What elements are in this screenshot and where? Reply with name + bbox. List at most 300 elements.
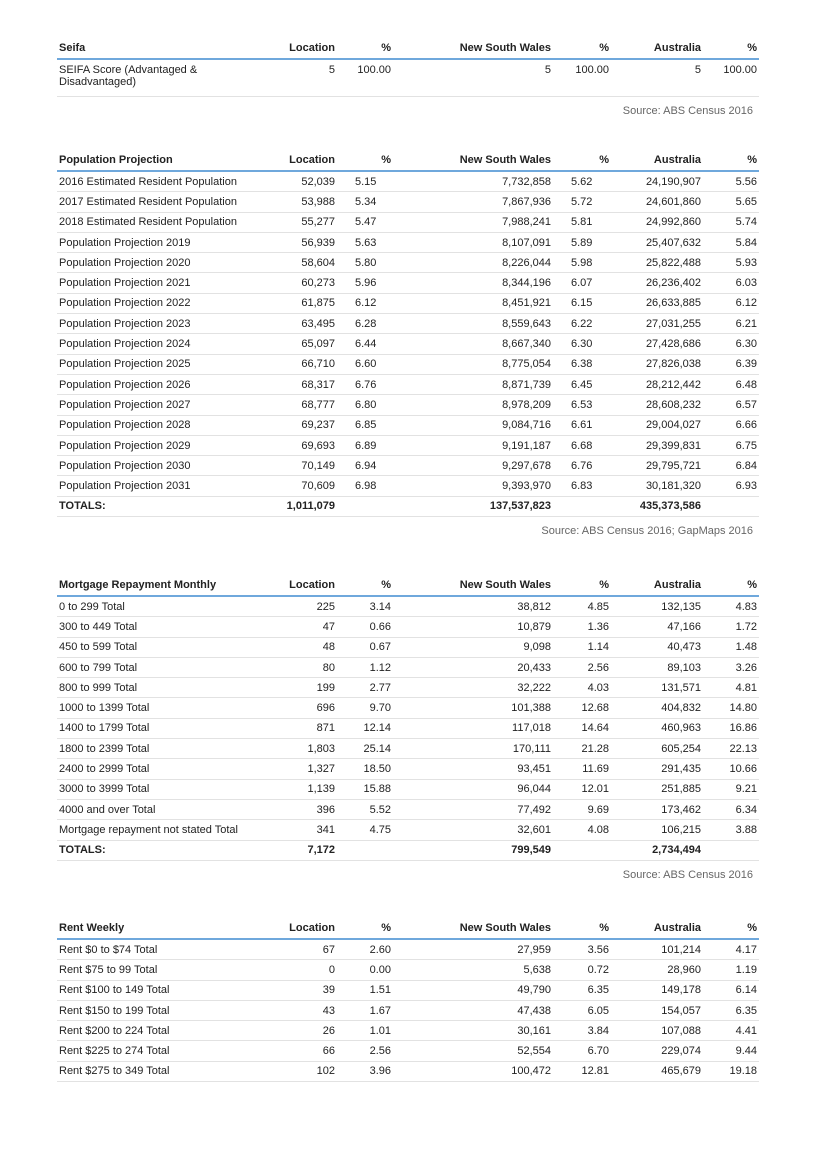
column-header: Australia	[611, 575, 703, 596]
table-row	[57, 617, 759, 637]
table-cell: 8,775,054	[393, 354, 553, 374]
table-cell: 1,803	[277, 739, 337, 759]
totals-cell: 137,537,823	[393, 496, 553, 516]
totals-cell: TOTALS:	[57, 496, 277, 516]
table-cell: 6.89	[337, 435, 393, 455]
column-header: Seifa	[57, 38, 277, 59]
table-cell: 26	[277, 1021, 337, 1041]
table-row	[57, 678, 759, 698]
table-cell: 20,433	[393, 657, 553, 677]
table-cell: Population Projection 2023	[57, 314, 277, 334]
table-cell: 8,667,340	[393, 334, 553, 354]
table-cell: 1.67	[337, 1000, 393, 1020]
table-row	[57, 374, 759, 394]
table-cell: 28,608,232	[611, 395, 703, 415]
table-cell: 871	[277, 718, 337, 738]
source-note: Source: ABS Census 2016	[622, 105, 753, 117]
table-cell: 61,875	[277, 293, 337, 313]
table-row	[57, 59, 759, 97]
table-cell: 465,679	[611, 1061, 703, 1081]
table-cell: 5.65	[703, 192, 759, 212]
table-cell: 12.68	[553, 698, 611, 718]
table-row	[57, 759, 759, 779]
table-cell: 6.22	[553, 314, 611, 334]
table-cell: 6.60	[337, 354, 393, 374]
totals-cell	[337, 496, 393, 516]
table-cell: 6.70	[553, 1041, 611, 1061]
table-cell: 300 to 449 Total	[57, 617, 277, 637]
table-cell: 30,181,320	[611, 476, 703, 496]
table-cell: 14.80	[703, 698, 759, 718]
table-cell: 100,472	[393, 1061, 553, 1081]
table-cell: 65,097	[277, 334, 337, 354]
table-cell: Population Projection 2025	[57, 354, 277, 374]
table-cell: 27,826,038	[611, 354, 703, 374]
table-cell: 4.41	[703, 1021, 759, 1041]
table-cell: 6.44	[337, 334, 393, 354]
table-cell: 0 to 299 Total	[57, 596, 277, 617]
table-cell: 5.93	[703, 253, 759, 273]
table-cell: 1.36	[553, 617, 611, 637]
table-cell: 6.83	[553, 476, 611, 496]
table-cell: Population Projection 2022	[57, 293, 277, 313]
table-cell: Population Projection 2030	[57, 456, 277, 476]
table-cell: Population Projection 2020	[57, 253, 277, 273]
table-cell: 3.56	[553, 939, 611, 960]
table-row	[57, 395, 759, 415]
table-cell: 107,088	[611, 1021, 703, 1041]
table-cell: 8,107,091	[393, 232, 553, 252]
table-row	[57, 415, 759, 435]
table-cell: 6.35	[703, 1000, 759, 1020]
column-header: %	[703, 575, 759, 596]
table-cell: 32,222	[393, 678, 553, 698]
table-cell: 6.68	[553, 435, 611, 455]
table-row	[57, 456, 759, 476]
table-cell: 89,103	[611, 657, 703, 677]
table-cell: 0.72	[553, 960, 611, 980]
column-header: Location	[277, 38, 337, 59]
table-cell: 15.88	[337, 779, 393, 799]
table-cell: 6.84	[703, 456, 759, 476]
table-cell: 6.94	[337, 456, 393, 476]
table-cell: 0.67	[337, 637, 393, 657]
table-cell: 55,277	[277, 212, 337, 232]
table-cell: 396	[277, 799, 337, 819]
totals-cell: 1,011,079	[277, 496, 337, 516]
table-cell: 173,462	[611, 799, 703, 819]
table-cell: 6.15	[553, 293, 611, 313]
mortgage-section	[57, 575, 759, 881]
seifa-section	[57, 38, 759, 117]
table-cell: 132,135	[611, 596, 703, 617]
column-header: %	[553, 150, 611, 171]
table-row	[57, 232, 759, 252]
table-cell: 6.85	[337, 415, 393, 435]
table-cell: 605,254	[611, 739, 703, 759]
table-cell: 9,393,970	[393, 476, 553, 496]
table-cell: 5.47	[337, 212, 393, 232]
table-cell: 1,327	[277, 759, 337, 779]
column-header: %	[337, 150, 393, 171]
table-cell: 100.00	[337, 59, 393, 97]
table-header-row	[57, 150, 759, 171]
totals-row	[57, 840, 759, 860]
table-cell: 32,601	[393, 820, 553, 840]
table-cell: 600 to 799 Total	[57, 657, 277, 677]
table-cell: 100.00	[703, 59, 759, 97]
table-cell: 5.80	[337, 253, 393, 273]
table-cell: 341	[277, 820, 337, 840]
table-cell: 6.80	[337, 395, 393, 415]
column-header: New South Wales	[393, 575, 553, 596]
table-cell: 7,867,936	[393, 192, 553, 212]
table-cell: 80	[277, 657, 337, 677]
table-cell: 14.64	[553, 718, 611, 738]
totals-cell	[553, 496, 611, 516]
table-cell: 69,237	[277, 415, 337, 435]
table-cell: Rent $200 to 224 Total	[57, 1021, 277, 1041]
table-cell: 67	[277, 939, 337, 960]
table-cell: 4.17	[703, 939, 759, 960]
column-header: Location	[277, 575, 337, 596]
table-cell: 21.28	[553, 739, 611, 759]
totals-row	[57, 496, 759, 516]
table-cell: 1400 to 1799 Total	[57, 718, 277, 738]
table-cell: 450 to 599 Total	[57, 637, 277, 657]
table-cell: 16.86	[703, 718, 759, 738]
table-cell: 24,992,860	[611, 212, 703, 232]
table-cell: 28,212,442	[611, 374, 703, 394]
table-cell: Population Projection 2031	[57, 476, 277, 496]
table-cell: 100.00	[553, 59, 611, 97]
table-cell: 3000 to 3999 Total	[57, 779, 277, 799]
table-cell: 5	[611, 59, 703, 97]
table-cell: 8,226,044	[393, 253, 553, 273]
table-cell: SEIFA Score (Advantaged & Disadvantaged)	[57, 59, 277, 97]
table-cell: 12.81	[553, 1061, 611, 1081]
table-cell: 5.74	[703, 212, 759, 232]
table-cell: 58,604	[277, 253, 337, 273]
table-cell: 106,215	[611, 820, 703, 840]
table-header-row	[57, 38, 759, 59]
table-cell: 29,004,027	[611, 415, 703, 435]
table-cell: 5.52	[337, 799, 393, 819]
source-note: Source: ABS Census 2016; GapMaps 2016	[541, 525, 753, 538]
table-cell: 40,473	[611, 637, 703, 657]
table-cell: Population Projection 2021	[57, 273, 277, 293]
table-cell: 101,388	[393, 698, 553, 718]
table-cell: 6.48	[703, 374, 759, 394]
table-cell: 154,057	[611, 1000, 703, 1020]
table-cell: 8,978,209	[393, 395, 553, 415]
table-cell: 12.01	[553, 779, 611, 799]
table-cell: 5.56	[703, 171, 759, 192]
table-cell: 131,571	[611, 678, 703, 698]
table-cell: 6.14	[703, 980, 759, 1000]
table-cell: 1.48	[703, 637, 759, 657]
population-section	[57, 150, 759, 537]
table-cell: 5.72	[553, 192, 611, 212]
table-cell: 6.45	[553, 374, 611, 394]
column-header: %	[703, 150, 759, 171]
table-cell: 3.26	[703, 657, 759, 677]
table-cell: Population Projection 2019	[57, 232, 277, 252]
table-cell: 6.12	[337, 293, 393, 313]
table-cell: 6.30	[553, 334, 611, 354]
table-cell: 47	[277, 617, 337, 637]
table-cell: 9.21	[703, 779, 759, 799]
table-cell: 9.69	[553, 799, 611, 819]
table-cell: 27,031,255	[611, 314, 703, 334]
table-row	[57, 739, 759, 759]
table-cell: 2400 to 2999 Total	[57, 759, 277, 779]
table-cell: 1000 to 1399 Total	[57, 698, 277, 718]
table-cell: Rent $75 to 99 Total	[57, 960, 277, 980]
table-row	[57, 637, 759, 657]
table-cell: 18.50	[337, 759, 393, 779]
table-cell: 11.69	[553, 759, 611, 779]
table-row	[57, 1000, 759, 1020]
table-row	[57, 354, 759, 374]
table-cell: 38,812	[393, 596, 553, 617]
table-cell: 10,879	[393, 617, 553, 637]
table-cell: 53,988	[277, 192, 337, 212]
table-row	[57, 960, 759, 980]
table-cell: 69,693	[277, 435, 337, 455]
table-cell: 4.85	[553, 596, 611, 617]
table-cell: 66,710	[277, 354, 337, 374]
table-cell: 102	[277, 1061, 337, 1081]
table-cell: 49,790	[393, 980, 553, 1000]
table-cell: 7,988,241	[393, 212, 553, 232]
table-cell: 460,963	[611, 718, 703, 738]
table-row	[57, 476, 759, 496]
totals-cell: TOTALS:	[57, 840, 277, 860]
table-cell: 52,039	[277, 171, 337, 192]
table-cell: 5.81	[553, 212, 611, 232]
column-header: %	[553, 918, 611, 939]
table-cell: 8,871,739	[393, 374, 553, 394]
column-header: %	[703, 38, 759, 59]
table-cell: 6.03	[703, 273, 759, 293]
table-cell: 5,638	[393, 960, 553, 980]
table-cell: 1.51	[337, 980, 393, 1000]
table-cell: 2.56	[553, 657, 611, 677]
table-row	[57, 820, 759, 840]
table-cell: 1.72	[703, 617, 759, 637]
table-cell: 4.03	[553, 678, 611, 698]
table-cell: 6.05	[553, 1000, 611, 1020]
table-cell: 22.13	[703, 739, 759, 759]
column-header: Location	[277, 150, 337, 171]
table-cell: 70,609	[277, 476, 337, 496]
table-cell: 77,492	[393, 799, 553, 819]
table-cell: 9,098	[393, 637, 553, 657]
table-cell: 225	[277, 596, 337, 617]
totals-cell	[553, 840, 611, 860]
table-cell: 170,111	[393, 739, 553, 759]
totals-cell: 435,373,586	[611, 496, 703, 516]
table-row	[57, 718, 759, 738]
table-cell: Population Projection 2028	[57, 415, 277, 435]
table-cell: 6.53	[553, 395, 611, 415]
table-cell: 101,214	[611, 939, 703, 960]
table-cell: Population Projection 2027	[57, 395, 277, 415]
table-cell: 4000 and over Total	[57, 799, 277, 819]
table-row	[57, 1041, 759, 1061]
table-row	[57, 698, 759, 718]
table-cell: 6.30	[703, 334, 759, 354]
table-row	[57, 1021, 759, 1041]
table-cell: 9,297,678	[393, 456, 553, 476]
table-cell: 149,178	[611, 980, 703, 1000]
table-cell: 5.84	[703, 232, 759, 252]
table-row	[57, 334, 759, 354]
table-row	[57, 939, 759, 960]
table-row	[57, 1061, 759, 1081]
table-cell: 28,960	[611, 960, 703, 980]
table-cell: 0.66	[337, 617, 393, 637]
table-cell: 43	[277, 1000, 337, 1020]
table-cell: 6.21	[703, 314, 759, 334]
table-cell: 291,435	[611, 759, 703, 779]
table-cell: 2018 Estimated Resident Population	[57, 212, 277, 232]
mortgage-table	[57, 575, 759, 861]
table-row	[57, 314, 759, 334]
table-cell: 6.98	[337, 476, 393, 496]
table-cell: 7,732,858	[393, 171, 553, 192]
table-cell: 1800 to 2399 Total	[57, 739, 277, 759]
table-row	[57, 192, 759, 212]
table-cell: 25,822,488	[611, 253, 703, 273]
table-cell: 2016 Estimated Resident Population	[57, 171, 277, 192]
table-cell: 6.66	[703, 415, 759, 435]
totals-cell	[337, 840, 393, 860]
table-cell: 47,166	[611, 617, 703, 637]
table-cell: 6.34	[703, 799, 759, 819]
table-cell: 9.70	[337, 698, 393, 718]
table-cell: 4.75	[337, 820, 393, 840]
table-cell: 6.76	[337, 374, 393, 394]
column-header: Australia	[611, 150, 703, 171]
table-row	[57, 273, 759, 293]
column-header: %	[553, 575, 611, 596]
table-row	[57, 253, 759, 273]
table-cell: 30,161	[393, 1021, 553, 1041]
table-cell: Rent $100 to 149 Total	[57, 980, 277, 1000]
table-header-row	[57, 575, 759, 596]
table-row	[57, 980, 759, 1000]
table-cell: 5.62	[553, 171, 611, 192]
seifa-table	[57, 38, 759, 97]
table-cell: 2.60	[337, 939, 393, 960]
table-cell: 8,451,921	[393, 293, 553, 313]
column-header: %	[703, 918, 759, 939]
column-header: Australia	[611, 38, 703, 59]
column-header: Mortgage Repayment Monthly	[57, 575, 277, 596]
table-row	[57, 293, 759, 313]
table-row	[57, 435, 759, 455]
column-header: Population Projection	[57, 150, 277, 171]
table-cell: 229,074	[611, 1041, 703, 1061]
table-cell: 6.38	[553, 354, 611, 374]
table-cell: 6.35	[553, 980, 611, 1000]
table-cell: 68,317	[277, 374, 337, 394]
table-cell: Rent $150 to 199 Total	[57, 1000, 277, 1020]
table-cell: 6.57	[703, 395, 759, 415]
table-cell: 1.14	[553, 637, 611, 657]
table-cell: 6.75	[703, 435, 759, 455]
table-cell: Mortgage repayment not stated Total	[57, 820, 277, 840]
column-header: Rent Weekly	[57, 918, 277, 939]
table-cell: 25,407,632	[611, 232, 703, 252]
table-cell: 5.34	[337, 192, 393, 212]
table-cell: Population Projection 2026	[57, 374, 277, 394]
table-cell: 2.77	[337, 678, 393, 698]
table-cell: 5	[277, 59, 337, 97]
table-cell: 5.98	[553, 253, 611, 273]
source-note: Source: ABS Census 2016	[622, 868, 753, 881]
table-cell: 4.08	[553, 820, 611, 840]
table-cell: 6.93	[703, 476, 759, 496]
table-cell: 3.96	[337, 1061, 393, 1081]
table-cell: 9,191,187	[393, 435, 553, 455]
table-cell: 12.14	[337, 718, 393, 738]
table-cell: 800 to 999 Total	[57, 678, 277, 698]
table-cell: 6.07	[553, 273, 611, 293]
totals-cell: 799,549	[393, 840, 553, 860]
table-cell: 6.28	[337, 314, 393, 334]
table-cell: 24,190,907	[611, 171, 703, 192]
table-cell: 56,939	[277, 232, 337, 252]
totals-cell: 2,734,494	[611, 840, 703, 860]
column-header: New South Wales	[393, 38, 553, 59]
table-header-row	[57, 918, 759, 939]
table-cell: 8,344,196	[393, 273, 553, 293]
table-cell: 39	[277, 980, 337, 1000]
table-cell: 6.39	[703, 354, 759, 374]
table-cell: 5.15	[337, 171, 393, 192]
table-cell: 9.44	[703, 1041, 759, 1061]
table-cell: 66	[277, 1041, 337, 1061]
table-cell: 117,018	[393, 718, 553, 738]
table-cell: 5.63	[337, 232, 393, 252]
column-header: %	[337, 575, 393, 596]
table-row	[57, 212, 759, 232]
table-cell: 26,633,885	[611, 293, 703, 313]
table-cell: 26,236,402	[611, 273, 703, 293]
table-cell: 19.18	[703, 1061, 759, 1081]
table-cell: 29,795,721	[611, 456, 703, 476]
table-cell: 60,273	[277, 273, 337, 293]
table-cell: 29,399,831	[611, 435, 703, 455]
column-header: New South Wales	[393, 918, 553, 939]
table-cell: 1.01	[337, 1021, 393, 1041]
table-row	[57, 799, 759, 819]
table-cell: 4.83	[703, 596, 759, 617]
table-cell: 2.56	[337, 1041, 393, 1061]
totals-cell	[703, 840, 759, 860]
table-cell: Population Projection 2024	[57, 334, 277, 354]
table-cell: 696	[277, 698, 337, 718]
table-cell: 48	[277, 637, 337, 657]
table-cell: 96,044	[393, 779, 553, 799]
table-cell: 404,832	[611, 698, 703, 718]
table-cell: Rent $275 to 349 Total	[57, 1061, 277, 1081]
table-cell: 3.88	[703, 820, 759, 840]
table-cell: 27,428,686	[611, 334, 703, 354]
